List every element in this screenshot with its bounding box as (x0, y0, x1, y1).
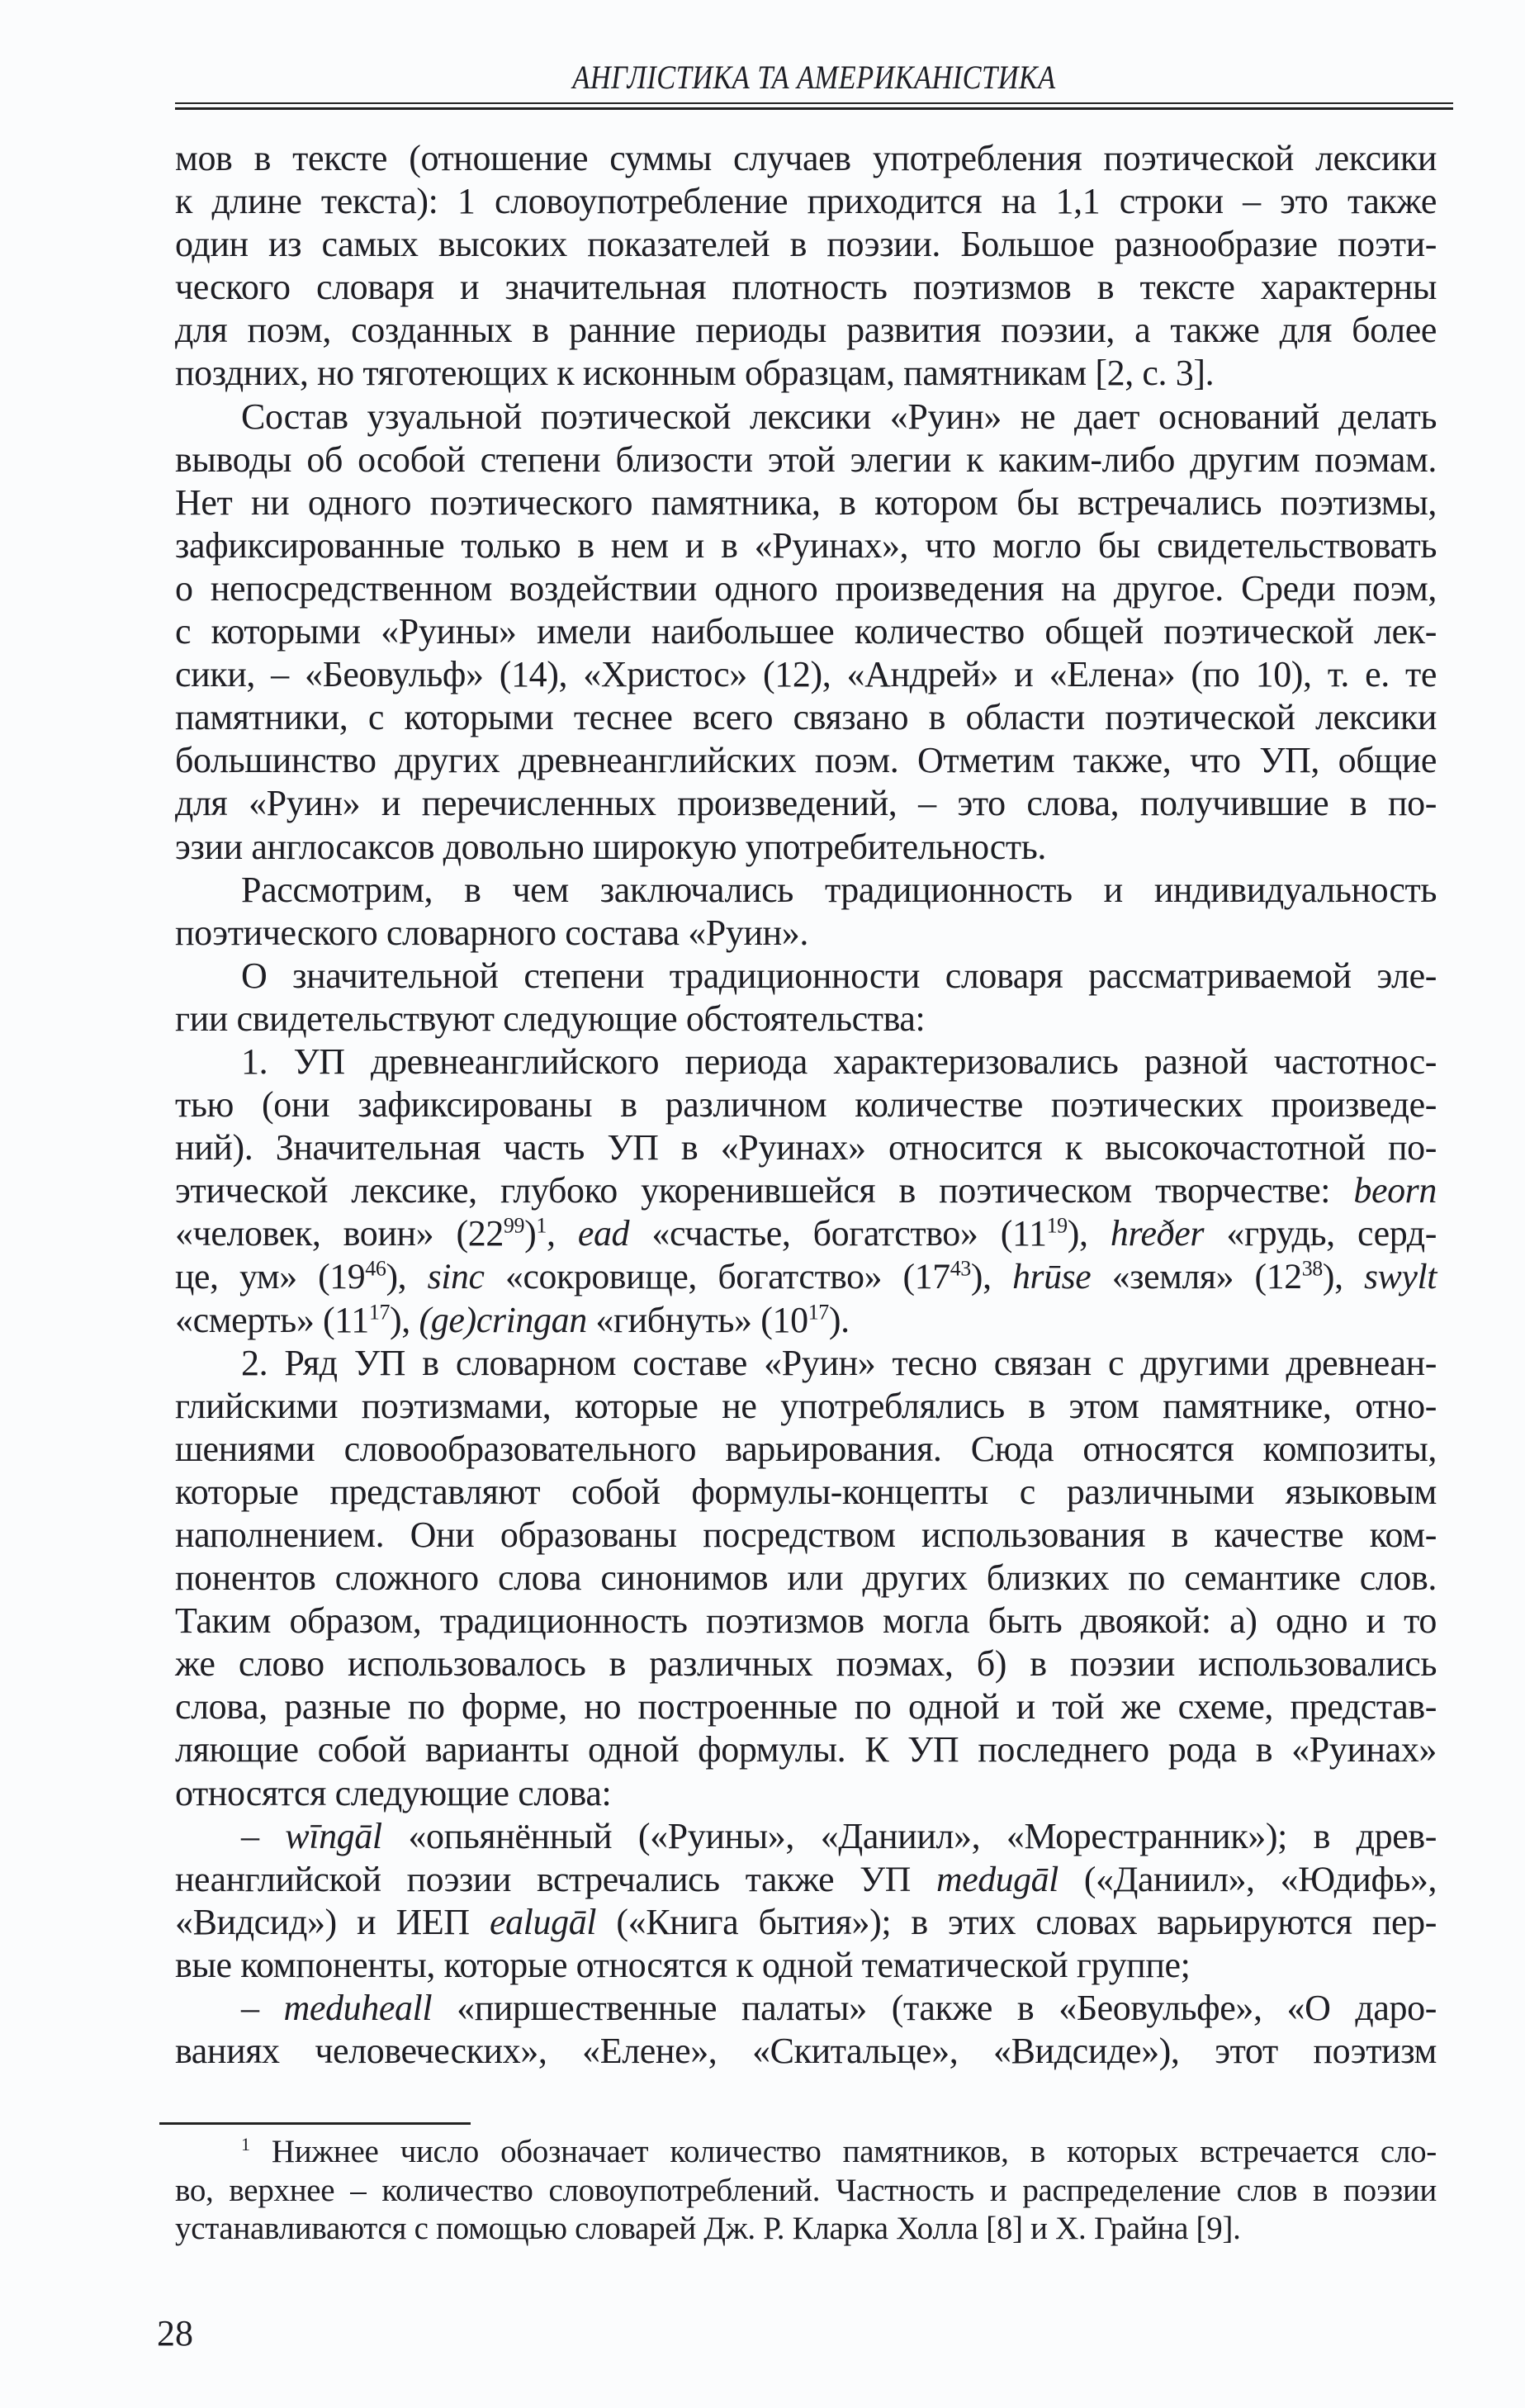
footnote (175, 2133, 1437, 2249)
italic-term: hreðer (1110, 1213, 1205, 1254)
text-run: ) (524, 1213, 537, 1254)
running-header: АНГЛІСТИКА ТА АМЕРИКАНІСТИКА (572, 59, 1056, 96)
text-run: «Видсид») и ИЕП (175, 1901, 490, 1942)
superscript: 17 (368, 1299, 391, 1324)
text-line (175, 1685, 1437, 1728)
text-line (175, 1385, 1437, 1428)
text-run: О значительной степени традиционности словаря рассматриваемой эле- (241, 955, 1437, 996)
superscript: 1 (241, 2134, 250, 2154)
text-run: шениями словообразовательного варьирования. Сюда относятся композиты, (175, 1428, 1437, 1469)
superscript: 46 (365, 1256, 386, 1281)
footnote-separator (159, 2122, 471, 2125)
text-run: во, верхнее – количество словоупотреблений. Частность и распределение слов в поэзии (175, 2172, 1437, 2208)
text-line (175, 1815, 1437, 1858)
text-run: 2. Ряд УП в словарном составе «Руин» тесно связан с другими древнеан- (241, 1342, 1437, 1383)
text-line (175, 223, 1437, 266)
text-run: зафиксированные только в нем и в «Руинах», что могло бы свидетельствовать (175, 524, 1437, 566)
italic-term: ead (577, 1213, 630, 1254)
text-line (175, 1299, 1437, 1342)
text-run: с которыми «Руины» имели наибольшее количество общей поэтической лек- (175, 611, 1437, 652)
text-line (175, 1987, 1437, 2030)
text-run: «смерть» (11 (175, 1299, 369, 1340)
text-run: («Книга бытия»); в этих словах варьируются пер- (596, 1901, 1437, 1942)
text-line (175, 352, 1437, 395)
italic-term: medugāl (935, 1859, 1059, 1899)
text-line (175, 137, 1437, 180)
text-run: эзии англосаксов довольно широкую употребительность. (175, 826, 1047, 867)
body-text (175, 137, 1437, 2073)
superscript: 99 (503, 1213, 525, 1238)
text-run: вые компоненты, которые относятся к одной тематической группе; (175, 1944, 1191, 1985)
text-run: выводы об особой степени близости этой элегии к каким-либо другим поэмам. (175, 438, 1437, 480)
text-run: ), (390, 1299, 419, 1340)
text-run: ). (828, 1299, 850, 1340)
text-run: поздних, но тяготеющих к исконным образцам, памятникам [2, с. 3]. (175, 353, 1215, 394)
italic-term: hrūse (1012, 1257, 1092, 1297)
text-run: для поэм, созданных в ранние периоды развития поэзии, а также для более (175, 310, 1437, 351)
text-line (175, 1169, 1437, 1212)
text-line (175, 1772, 1437, 1815)
header-rule-lower (175, 107, 1453, 110)
text-run: «опьянённый («Руины», «Даниил», «Морестранник»); в древ- (381, 1815, 1437, 1856)
text-run: ваниях человеческих», «Елене», «Скитальце», «Видсиде»), этот поэтизм (175, 2031, 1437, 2072)
text-line (175, 1858, 1437, 1901)
italic-term: beorn (1353, 1170, 1437, 1211)
text-run: «человек, воин» (22 (175, 1213, 504, 1254)
text-run: слова, разные по форме, но построенные по одной и той же схеме, представ- (175, 1686, 1437, 1728)
text-run: относятся следующие слова: (175, 1772, 612, 1813)
text-line (175, 1557, 1437, 1600)
text-line (175, 998, 1437, 1040)
text-run: ляющие собой варианты одной формулы. К УП последнего рода в «Руинах» (175, 1729, 1437, 1770)
text-run: неанглийской поэзии встречались также УП (175, 1859, 936, 1899)
text-run: ческого словаря и значительная плотность поэтизмов в тексте характерны (175, 267, 1437, 308)
superscript: 17 (807, 1299, 829, 1324)
text-run: ), (386, 1257, 428, 1297)
text-line (175, 653, 1437, 696)
text-run: Состав узуальной поэтической лексики «Руин» не дает оснований делать (241, 396, 1437, 437)
text-line (175, 2030, 1437, 2073)
text-run: , (547, 1213, 578, 1254)
italic-term: (ge)cringan (419, 1299, 587, 1340)
superscript: 1 (536, 1213, 547, 1238)
text-run: – (241, 1815, 286, 1856)
text-run: мов в тексте (отношение суммы случаев употребления поэтической лексики (175, 138, 1437, 178)
text-line (175, 1728, 1437, 1771)
italic-term: wīngāl (285, 1815, 382, 1856)
text-run: ), (1067, 1213, 1111, 1254)
text-run: о непосредственном воздействии одного произведения на другое. Среди поэм, (175, 567, 1437, 609)
text-line (175, 309, 1437, 352)
italic-term: swylt (1364, 1257, 1437, 1297)
text-line (175, 826, 1437, 869)
text-run: – (241, 1988, 284, 2029)
text-run: поэтического словарного состава «Руин». (175, 912, 808, 953)
superscript: 43 (950, 1256, 971, 1281)
text-line (175, 180, 1437, 223)
text-run: один из самых высоких показателей в поэзии. Большое разнообразие поэти- (175, 224, 1437, 265)
text-run: большинство других древнеанглийских поэм. Отметим также, что УП, общие (175, 740, 1437, 781)
text-run: понентов сложного слова синонимов или других близких по семантике слов. (175, 1557, 1437, 1599)
text-run: «пиршественные палаты» (также в «Беовульфе», «О даро- (432, 1988, 1437, 2029)
text-run: наполнением. Они образованы посредством использования в качестве ком- (175, 1514, 1437, 1555)
text-line (175, 1471, 1437, 1514)
text-run: 1. УП древнеанглийского периода характеризовались разной частотнос- (241, 1040, 1437, 1082)
text-line (175, 481, 1437, 524)
text-line (175, 1428, 1437, 1471)
text-line (175, 912, 1437, 955)
text-run: сики, – «Беовульф» (14), «Христос» (12), «Андрей» и «Елена» (по 10), т. е. те (175, 654, 1437, 695)
text-run: Нижнее число обозначает количество памятников, в которых встречается сло- (249, 2134, 1437, 2169)
text-run: же слово использовалось в различных поэмах, б) в поэзии использовались (175, 1643, 1437, 1685)
text-line (175, 524, 1437, 567)
text-run: тью (они зафиксированы в различном количестве поэтических произведе- (175, 1084, 1437, 1126)
text-run: «грудь, серд- (1204, 1213, 1437, 1254)
text-run: к длине текста): 1 словоупотребление приходится на 1,1 строки – это также (175, 181, 1437, 222)
text-line (175, 1901, 1437, 1944)
text-run: «сокровище, богатство» (17 (484, 1257, 950, 1297)
text-run: которые представляют собой формулы-концепты с различными языковым (175, 1471, 1437, 1512)
text-run: «земля» (12 (1091, 1257, 1302, 1297)
italic-term: sinc (427, 1257, 485, 1297)
text-line (175, 610, 1437, 653)
page-number: 28 (157, 2313, 193, 2353)
italic-term: meduheall (283, 1988, 433, 2029)
text-run: Таким образом, традиционность поэтизмов могла быть двоякой: а) одно и то (175, 1600, 1437, 1642)
text-line (175, 869, 1437, 912)
italic-term: ealugāl (489, 1901, 597, 1942)
text-line (175, 1600, 1437, 1642)
text-line (175, 1342, 1437, 1385)
text-run: це, ум» (19 (175, 1257, 366, 1297)
text-line (175, 266, 1437, 309)
text-run: ), (970, 1257, 1013, 1297)
text-line (175, 1514, 1437, 1557)
text-run: «гибнуть» (10 (586, 1299, 808, 1340)
text-line (175, 955, 1437, 998)
text-run: ний). Значительная часть УП в «Руинах» относится к высокочастотной по- (175, 1127, 1437, 1168)
footnote-line (175, 2210, 1437, 2249)
text-line (175, 567, 1437, 610)
text-run: Рассмотрим, в чем заключались традиционность и индивидуальность (241, 869, 1437, 910)
text-run: ), (1322, 1257, 1365, 1297)
header-rule (175, 102, 1453, 104)
text-line (175, 1083, 1437, 1126)
text-line (175, 1126, 1437, 1169)
text-line (175, 396, 1437, 438)
text-line (175, 1944, 1437, 1987)
text-run: этической лексике, глубоко укоренившейся в поэтическом творчестве: (175, 1170, 1354, 1211)
text-line (175, 696, 1437, 739)
text-line (175, 1040, 1437, 1083)
superscript: 38 (1301, 1256, 1323, 1281)
text-run: для «Руин» и перечисленных произведений, – это слова, получившие в по- (175, 783, 1437, 824)
text-line (175, 1212, 1437, 1255)
text-line (175, 1642, 1437, 1685)
text-run: («Даниил», «Юдифь», (1058, 1859, 1437, 1899)
text-run: глийскими поэтизмами, которые не употреблялись в этом памятнике, отно- (175, 1385, 1437, 1426)
text-line (175, 1255, 1437, 1298)
text-run: гии свидетельствуют следующие обстоятельства: (175, 998, 926, 1039)
footnote-line (175, 2172, 1437, 2211)
footnote-line (175, 2133, 1437, 2172)
text-run: устанавливаются с помощью словарей Дж. Р. Кларка Холла [8] и Х. Грайна [9]. (175, 2211, 1241, 2246)
text-run: «счастье, богатство» (11 (629, 1213, 1047, 1254)
text-line (175, 739, 1437, 782)
text-run: Нет ни одного поэтического памятника, в котором бы встречались поэтизмы, (175, 481, 1437, 523)
text-line (175, 438, 1437, 481)
text-run: памятники, с которыми теснее всего связано в области поэтической лексики (175, 697, 1437, 738)
superscript: 19 (1046, 1213, 1068, 1238)
text-line (175, 782, 1437, 825)
